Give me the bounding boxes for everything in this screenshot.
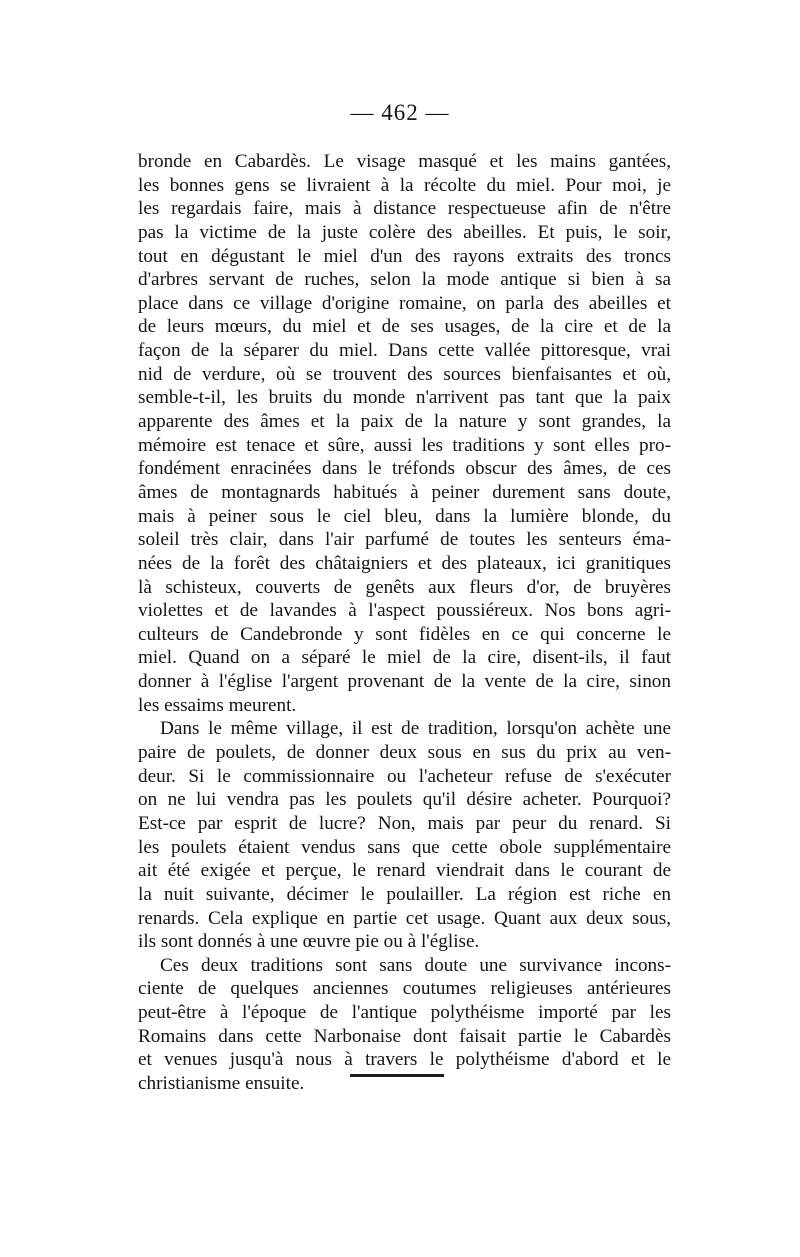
- text-line: Romains dans cette Narbonaise dont faisait partie le Cabardès: [138, 1025, 671, 1047]
- text-line: ciente de quelques anciennes coutumes religieuses antérieures: [138, 978, 671, 1000]
- text-line: d'arbres servant de ruches, selon la mode antique si bien à sa: [138, 269, 671, 291]
- text-line: mémoire est tenace et sûre, aussi les traditions y sont elles pro-: [138, 434, 671, 456]
- text-line: de leurs mœurs, du miel et de ses usages, de la cire et de la: [138, 316, 671, 338]
- text-line: fondément enracinées dans le tréfonds obscur des âmes, de ces: [138, 458, 671, 480]
- text-line: les essaims meurent.: [138, 694, 297, 716]
- text-line: les regardais faire, mais à distance respectueuse afin de n'être: [138, 198, 671, 220]
- text-line: et venues jusqu'à nous à travers le polythéisme d'abord et le: [138, 1049, 671, 1071]
- page-number: — 462 —: [350, 100, 450, 125]
- text-line: christianisme ensuite.: [138, 1072, 305, 1094]
- text-line: paire de poulets, de donner deux sous en sus du prix au ven-: [138, 742, 671, 764]
- text-line: tout en dégustant le miel d'un des rayons extraits des troncs: [138, 245, 671, 267]
- text-line: bronde en Cabardès. Le visage masqué et les mains gantées,: [138, 151, 671, 172]
- text-line: on ne lui vendra pas les poulets qu'il désire acheter. Pourquoi?: [138, 789, 671, 811]
- body-text: [138, 150, 671, 1096]
- text-line: apparente des âmes et la paix de la nature y sont grandes, la: [138, 411, 671, 433]
- text-line: Ces deux traditions sont sans doute une survivance incons-: [160, 954, 671, 976]
- text-line: Dans le même village, il est de tradition, lorsqu'on achète une: [160, 718, 671, 740]
- text-line: pas la victime de la juste colère des abeilles. Et puis, le soir,: [138, 221, 671, 243]
- text-line: semble-t-il, les bruits du monde n'arrivent pas tant que la paix: [138, 387, 671, 409]
- text-line: là schisteux, couverts de genêts aux fleurs d'or, de bruyères: [138, 576, 671, 598]
- text-line: violettes et de lavandes à l'aspect poussiéreux. Nos bons agri-: [138, 600, 671, 622]
- text-line: la nuit suivante, décimer le poulailler. La région est riche en: [138, 883, 671, 905]
- text-line: les poulets étaient vendus sans que cette obole supplémentaire: [138, 836, 671, 858]
- text-line: renards. Cela explique en partie cet usage. Quant aux deux sous,: [138, 907, 671, 929]
- text-line: ait été exigée et perçue, le renard viendrait dans le courant de: [138, 860, 671, 882]
- text-line: nid de verdure, où se trouvent des sources bienfaisantes et où,: [138, 363, 671, 385]
- text-line: place dans ce village d'origine romaine, on parla des abeilles et: [138, 292, 671, 314]
- end-rule: [350, 1074, 444, 1077]
- text-line: les bonnes gens se livraient à la récolte du miel. Pour moi, je: [138, 174, 671, 196]
- text-line: donner à l'église l'argent provenant de la vente de la cire, sinon: [138, 671, 671, 693]
- text-line: façon de la séparer du miel. Dans cette vallée pittoresque, vrai: [138, 340, 671, 362]
- text-line: mais à peiner sous le ciel bleu, dans la lumière blonde, du: [138, 505, 671, 527]
- text-line: miel. Quand on a séparé le miel de la cire, disent-ils, il faut: [138, 647, 671, 669]
- text-line: ils sont donnés à une œuvre pie ou à l'église.: [138, 931, 480, 953]
- paragraph: [138, 150, 671, 717]
- text-line: nées de la forêt des châtaigniers et des plateaux, ici granitiques: [138, 552, 671, 574]
- text-line: deur. Si le commissionnaire ou l'acheteur refuse de s'exécuter: [138, 765, 671, 787]
- text-line: culteurs de Candebronde y sont fidèles en ce qui concerne le: [138, 623, 671, 645]
- text-line: peut-être à l'époque de l'antique polythéisme importé par les: [138, 1002, 671, 1024]
- text-line: soleil très clair, dans l'air parfumé de toutes les senteurs éma-: [138, 529, 671, 551]
- text-line: âmes de montagnards habitués à peiner durement sans doute,: [138, 481, 671, 503]
- text-line: Est-ce par esprit de lucre? Non, mais par peur du renard. Si: [138, 812, 671, 834]
- paragraph: [138, 717, 671, 953]
